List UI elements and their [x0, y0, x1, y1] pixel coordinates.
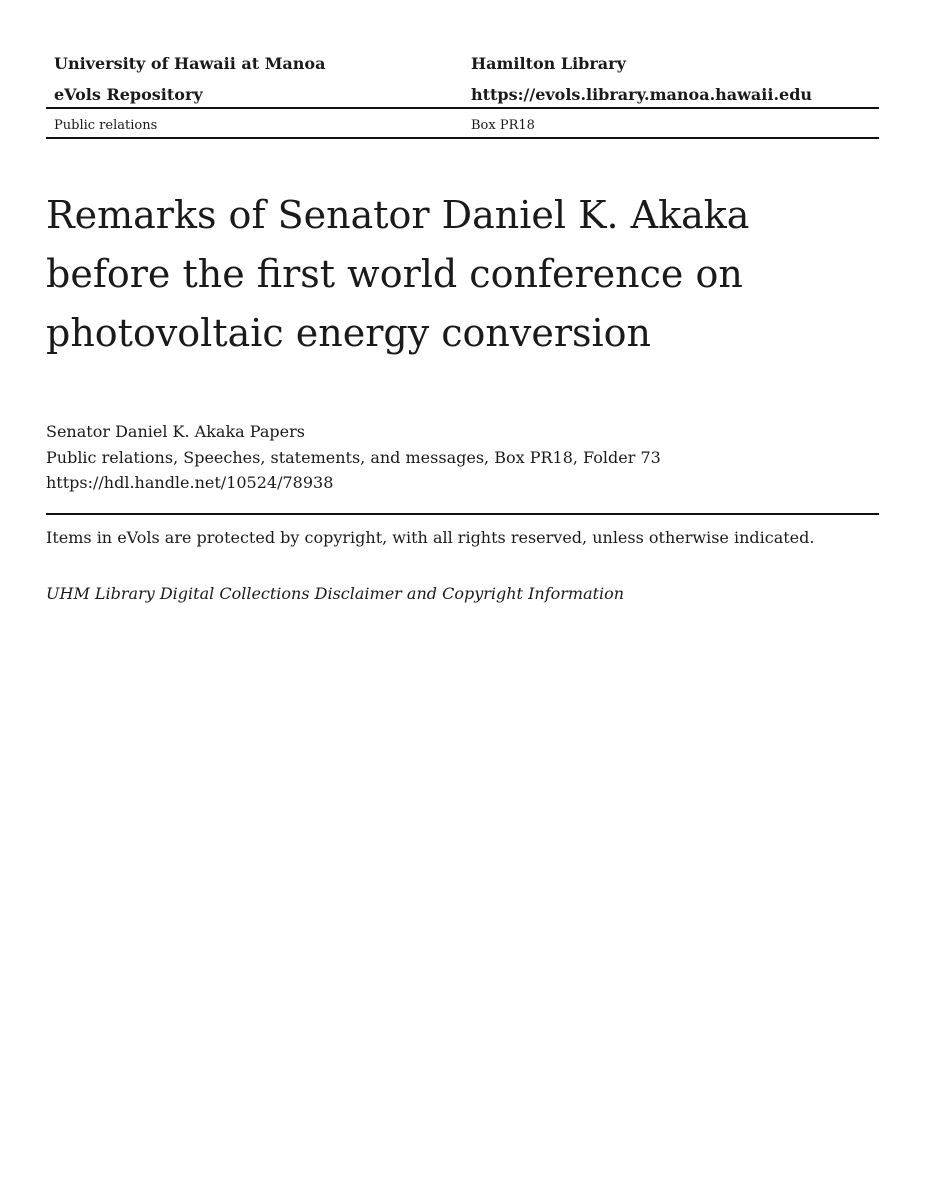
title-line-2: before the first world conference on — [46, 252, 743, 296]
box-label: Box PR18 — [471, 118, 535, 133]
collection-area: Public relations — [54, 118, 158, 133]
title-line-3: photovoltaic energy conversion — [46, 311, 652, 355]
title-line-1: Remarks of Senator Daniel K. Akaka — [46, 193, 750, 237]
header-divider-top — [46, 107, 879, 109]
handle-link[interactable]: https://hdl.handle.net/10524/78938 — [46, 473, 334, 492]
library-name: Hamilton Library — [471, 54, 626, 73]
repository-url[interactable]: https://evols.library.manoa.hawaii.edu — [471, 85, 813, 104]
collection-name: Senator Daniel K. Akaka Papers — [46, 422, 305, 441]
document-title — [46, 186, 879, 363]
copyright-notice: Items in eVols are protected by copyright, with all rights reserved, unless otherwise indicated. — [46, 528, 815, 547]
folder-location: Public relations, Speeches, statements, and messages, Box PR18, Folder 73 — [46, 448, 661, 467]
disclaimer-link[interactable]: UHM Library Digital Collections Disclaimer and Copyright Information — [46, 584, 625, 603]
header-divider-bottom — [46, 137, 879, 139]
institution-name: University of Hawaii at Manoa — [54, 54, 326, 73]
repository-name: eVols Repository — [54, 85, 203, 104]
content-divider — [46, 513, 879, 515]
